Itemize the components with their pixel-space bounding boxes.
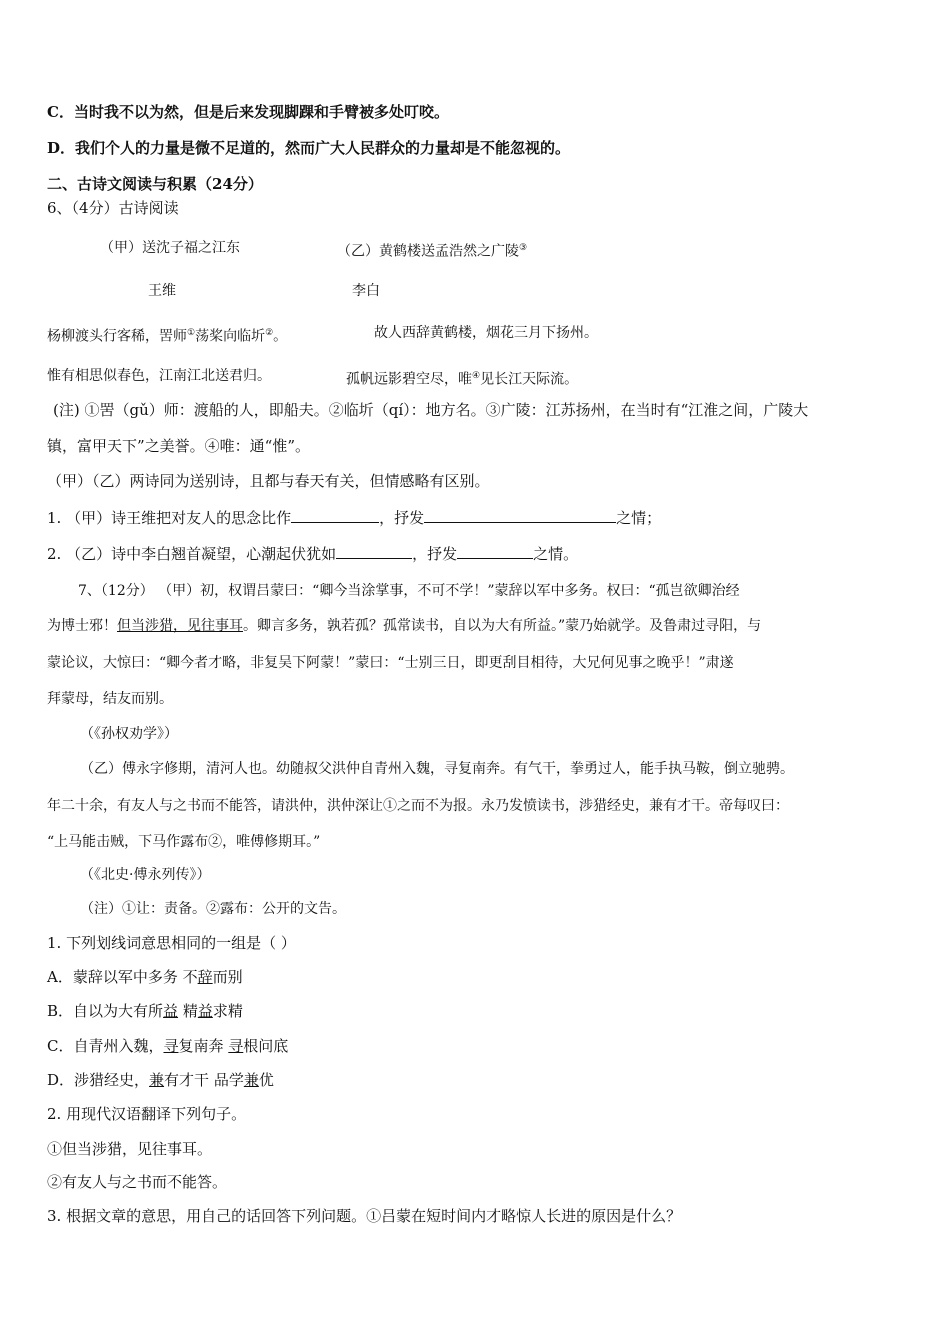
q7-b-line-3: “上马能击贼，下马作露布②，唯傅修期耳。” (47, 834, 321, 850)
question-6-header: 6、（4分）古诗阅读 (47, 199, 179, 217)
option-d: D．我们个人的力量是微不足道的，然而广大人民群众的力量却是不能忽视的。 (47, 139, 571, 157)
answer-blank[interactable] (336, 542, 412, 559)
q7-option-a: A．蒙辞以军中多务 不辞而别 (47, 968, 243, 986)
q7-line-4: 拜蒙母，结友而别。 (47, 691, 173, 707)
q7-option-c: C．自青州入魏，寻复南奔 寻根问底 (47, 1037, 289, 1055)
answer-blank[interactable] (424, 506, 616, 523)
q7-sub-2-item-1: ①但当涉猎，见往事耳。 (47, 1140, 213, 1158)
poem-a-author: 王维 (148, 283, 176, 299)
q7-note: （注）①让：责备。②露布：公开的文告。 (80, 901, 346, 917)
q7-sub-3: 3. 根据文章的意思，用自己的话回答下列问题。①吕蒙在短时间内才略惊人长进的原因是什么？ (47, 1207, 682, 1225)
q7-line-2: 为博士邪！但当涉猎，见往事耳。卿言多务，孰若孤？孤常读书，自以为大有所益。”蒙乃始就学。及鲁肃过寻阳，与 (47, 618, 762, 634)
poem-b-line-1: 故人西辞黄鹤楼，烟花三月下扬州。 (374, 325, 598, 341)
q7-sub-1: 1. 下列划线词意思相同的一组是（ ） (47, 934, 296, 952)
q6-sub-2: 2. （乙）诗中李白翘首凝望，心潮起伏犹如 ，抒发 之情。 (47, 542, 578, 565)
poem-b-line-2: 孤帆远影碧空尽，唯④见长江天际流。 (346, 371, 579, 388)
option-c: C．当时我不以为然，但是后来发现脚踝和手臂被多处叮咬。 (47, 103, 449, 121)
q7-source-b: （《北史·傅永列传》） (80, 867, 211, 883)
q7-b-line-2: 年二十余，有友人与之书而不能答，请洪仲，洪仲深让①之而不为报。永乃发愤读书，涉猎经史，兼有才干。帝每叹曰： (47, 798, 789, 814)
poem-note-line-2: 镇，富甲天下”之美誉。④唯：通“惟”。 (47, 437, 311, 455)
q7-sub-2-item-2: ②有友人与之书而不能答。 (47, 1173, 228, 1191)
q6-sub-1: 1. （甲）诗王维把对友人的思念比作 ，抒发 之情； (47, 506, 661, 529)
q7-option-d: D．涉猎经史，兼有才干 品学兼优 (47, 1071, 274, 1089)
poem-a-line-2: 惟有相思似春色，江南江北送君归。 (47, 368, 271, 384)
q7-b-line-1: （乙）傅永字修期，清河人也。幼随叔父洪仲自青州入魏，寻复南奔。有气干，拳勇过人，能手执马鞍，倒立驰骋。 (80, 761, 794, 777)
poem-b-title: （乙）黄鹤楼送孟浩然之广陵③ (337, 243, 528, 260)
q7-line-1: 7、（12分） （甲）初，权谓吕蒙曰：“卿今当涂掌事，不可不学！”蒙辞以军中多务。权曰：“孤岂欲卿治经 (78, 583, 740, 599)
poem-note-line-1: (注) ①罟（gǔ）师：渡船的人，即船夫。②临圻（qí）：地方名。③广陵：江苏扬州，在当时有“江淮之间，广陵大 (53, 401, 809, 419)
q7-option-b: B．自以为大有所益 精益求精 (47, 1002, 243, 1020)
answer-blank[interactable] (291, 506, 379, 523)
poem-a-line-1: 杨柳渡头行客稀，罟师①荡桨向临圻②。 (47, 328, 288, 345)
poem-a-title: （甲）送沈子福之江东 (100, 240, 240, 256)
answer-blank[interactable] (457, 542, 533, 559)
poem-b-author: 李白 (352, 283, 380, 299)
q7-source-a: （《孙权劝学》） (80, 726, 178, 742)
q7-sub-2: 2. 用现代汉语翻译下列句子。 (47, 1105, 247, 1123)
section-title: 二、古诗文阅读与积累（24分） (47, 175, 263, 193)
q7-line-3: 蒙论议，大惊曰：“卿今者才略，非复吴下阿蒙！”蒙曰：“士别三日，即更刮目相待，大兄何见事之晚乎！”肃遂 (47, 655, 734, 671)
poem-intro: （甲）（乙）两诗同为送别诗，且都与春天有关，但情感略有区别。 (47, 472, 490, 490)
